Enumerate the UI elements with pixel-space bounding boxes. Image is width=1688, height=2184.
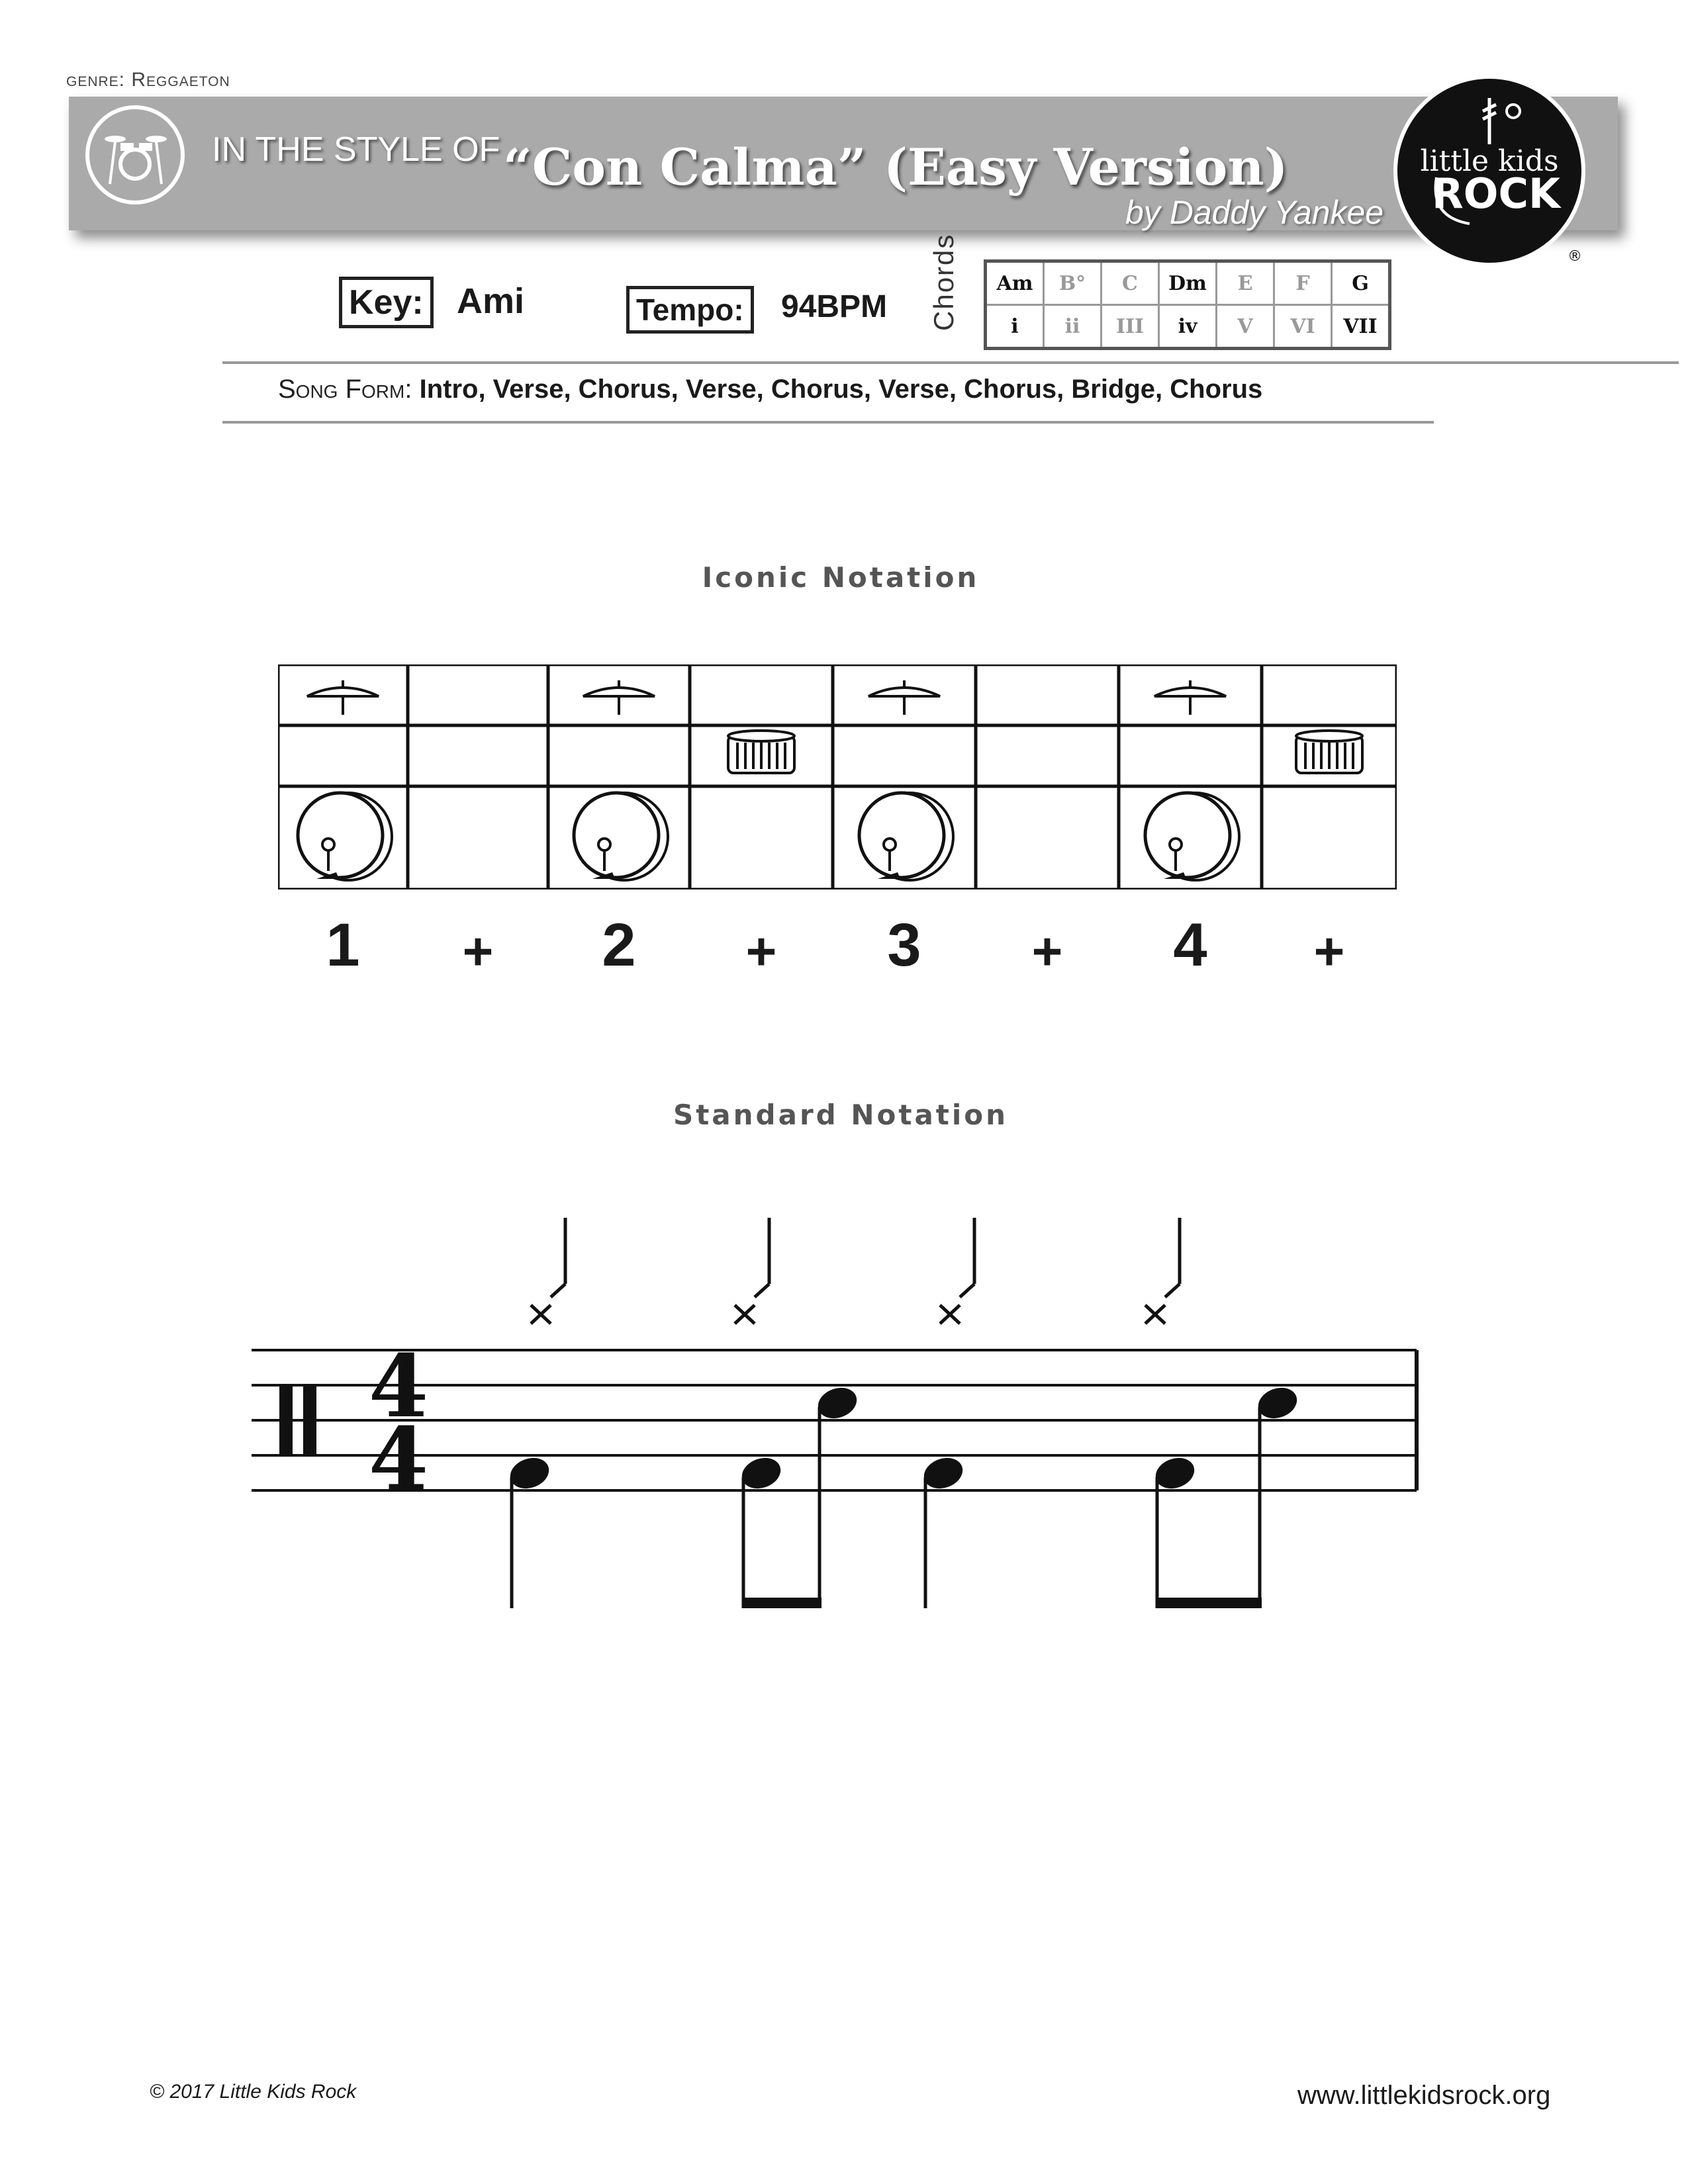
hi-hat-note	[940, 1218, 974, 1324]
beat-count-and: +	[745, 922, 777, 981]
chord-numerals-row	[986, 305, 1390, 349]
drum-notes	[506, 1218, 1301, 1608]
song-form-value: Intro, Verse, Chorus, Verse, Chorus, Verse, Chorus, Bridge, Chorus	[419, 375, 1263, 404]
beat-count-number: 2	[602, 911, 636, 979]
grid-cell	[408, 725, 548, 786]
genre-line	[66, 69, 230, 91]
registered-mark: ®	[1568, 248, 1582, 265]
snare-drum-icon	[1296, 731, 1362, 773]
bass-drum-note	[506, 1453, 553, 1608]
chord-name: Am	[986, 261, 1044, 305]
divider	[222, 361, 1434, 364]
grid-cell	[1119, 725, 1262, 786]
beat-count-and: +	[462, 922, 494, 981]
grid-cell	[278, 725, 408, 786]
bass-drum-icon	[298, 793, 392, 880]
snare-drum-icon	[728, 731, 794, 773]
snare-note	[814, 1383, 861, 1608]
chords-label: Chords	[928, 233, 959, 331]
percussion-clef-bar	[279, 1385, 293, 1455]
chord-numeral: i	[986, 305, 1044, 349]
drum-staff	[252, 1218, 1430, 1615]
logo-line2: ROCK	[1432, 169, 1560, 218]
logo-line1: little kids	[1420, 144, 1559, 178]
grid-cell	[408, 664, 548, 725]
grid-cell	[833, 725, 976, 786]
song-form-label: Song Form:	[278, 375, 412, 404]
grid-cell	[976, 664, 1119, 725]
grid-cell	[1262, 664, 1397, 725]
beat-count-and: +	[1313, 922, 1345, 981]
chord-numeral: VII	[1332, 305, 1390, 349]
grid-cell	[690, 786, 833, 889]
eighth-beam	[1157, 1598, 1262, 1608]
song-title: “Con Calma” (Easy Version)	[503, 138, 1288, 197]
time-signature-bottom: 4	[368, 1408, 429, 1510]
chord-name: G	[1332, 261, 1390, 305]
eighth-beam	[743, 1598, 821, 1608]
grid-cell	[408, 786, 548, 889]
snare-note	[1254, 1383, 1301, 1608]
beat-count-number: 3	[887, 911, 921, 979]
chord-table	[984, 259, 1391, 350]
standard-notation-heading: Standard Notation	[673, 1099, 1009, 1131]
website-link[interactable]: www.littlekidsrock.org	[1297, 2081, 1551, 2110]
genre-value: Reggaeton	[131, 69, 230, 91]
beat-count-and: +	[1031, 922, 1063, 981]
chord-numeral: III	[1102, 305, 1159, 349]
chord-numeral: VI	[1274, 305, 1332, 349]
key-label: Key:	[339, 277, 434, 328]
grid-cell	[976, 786, 1119, 889]
chord-numeral: iv	[1159, 305, 1217, 349]
divider	[222, 421, 1434, 424]
percussion-clef-bar	[303, 1385, 316, 1455]
chord-numeral: V	[1217, 305, 1274, 349]
song-form	[278, 375, 1262, 404]
grid-cell	[548, 725, 690, 786]
chord-name: B°	[1044, 261, 1102, 305]
divider	[1434, 361, 1679, 364]
little-kids-rock-logo	[1390, 71, 1589, 270]
chord-numeral: ii	[1044, 305, 1102, 349]
bass-drum-note	[737, 1453, 784, 1608]
hi-hat-note	[531, 1218, 565, 1324]
chord-name: F	[1274, 261, 1332, 305]
chord-names-row	[986, 261, 1390, 305]
bass-drum-note	[919, 1453, 966, 1608]
iconic-notation-heading: Iconic Notation	[702, 561, 980, 594]
drum-kit-icon	[83, 103, 187, 206]
bass-drum-note	[1151, 1453, 1198, 1608]
beat-count-number: 4	[1173, 911, 1207, 979]
tempo-label: Tempo:	[626, 286, 754, 334]
style-prefix: IN THE STYLE OF	[212, 130, 500, 169]
hi-hat-note	[735, 1218, 769, 1324]
copyright: © 2017 Little Kids Rock	[150, 2081, 357, 2103]
key-value: Ami	[457, 281, 525, 321]
iconic-notation-grid	[278, 664, 1397, 889]
time-signature-top: 4	[368, 1336, 429, 1437]
genre-label: genre:	[66, 69, 126, 91]
hi-hat-note	[1145, 1218, 1180, 1324]
bass-drum-icon	[859, 793, 953, 880]
chord-name: C	[1102, 261, 1159, 305]
bass-drum-icon	[1145, 793, 1239, 880]
artist-name: by Daddy Yankee	[1125, 194, 1384, 231]
bass-drum-icon	[574, 793, 668, 880]
grid-cell	[690, 664, 833, 725]
chord-name: E	[1217, 261, 1274, 305]
beat-count-number: 1	[326, 911, 360, 979]
grid-cell	[976, 725, 1119, 786]
grid-cell	[1262, 786, 1397, 889]
chord-name: Dm	[1159, 261, 1217, 305]
tempo-value: 94BPM	[781, 289, 888, 324]
